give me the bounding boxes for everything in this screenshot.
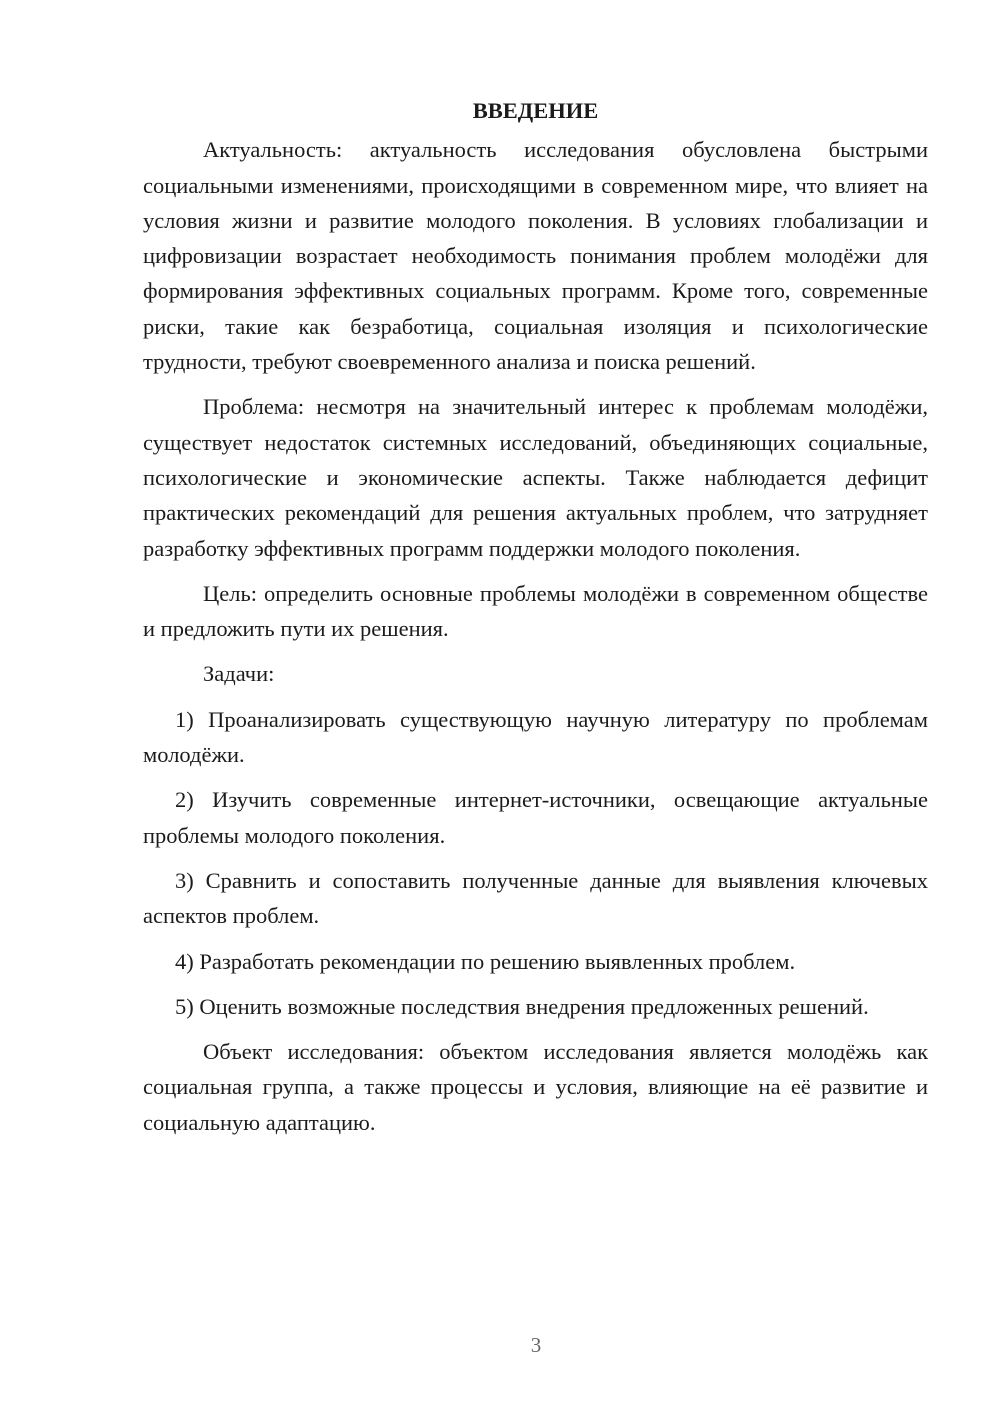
task-item-3: 3) Сравнить и сопоставить полученные данные для выявления ключевых аспектов проблем.: [143, 867, 928, 929]
task-item-2: 2) Изучить современные интернет-источники, освещающие актуальные проблемы молодого поколения.: [143, 787, 928, 848]
problem-paragraph: Проблема: несмотря на значительный интерес к проблемам молодёжи, существует недостаток системных исследований, объединяющих социальные, психологические и экономические аспекты. Также наблюдается дефицит практических рекомендаций для решения актуальных проблем, что затрудняет разработку эффективных программ поддержки молодого поколения.: [143, 394, 928, 561]
tasks-label: Задачи:: [203, 661, 275, 687]
task-item-4: 4) Разработать рекомендации по решению выявленных проблем.: [175, 948, 796, 974]
page-number: 3: [530, 1333, 542, 1357]
section-title: ВВЕДЕНИЕ: [472, 98, 599, 123]
relevance-paragraph: Актуальность: актуальность исследования обусловлена быстрыми социальными изменениями, происходящими в современном мире, что влияет на условия жизни и развитие молодого поколения. В условиях глобализации и цифровизации возрастает необходимость понимания проблем молодёжи для формирования эффективных социальных программ. Кроме того, современные риски, такие как безработица, социальная изоляция и психологические трудности, требуют своевременного анализа и поиска решений.: [143, 137, 928, 375]
task-item-5: 5) Оценить возможные последствия внедрения предложенных решений.: [175, 993, 869, 1019]
object-paragraph: Объект исследования: объектом исследования является молодёжь как социальная группа, а также процессы и условия, влияющие на её развитие и социальную адаптацию.: [143, 1039, 928, 1135]
task-item-1: 1) Проанализировать существующую научную литературу по проблемам молодёжи.: [143, 706, 928, 768]
page-content: [143, 93, 928, 1150]
goal-paragraph: Цель: определить основные проблемы молодёжи в современном обществе и предложить пути их решения.: [143, 580, 928, 642]
